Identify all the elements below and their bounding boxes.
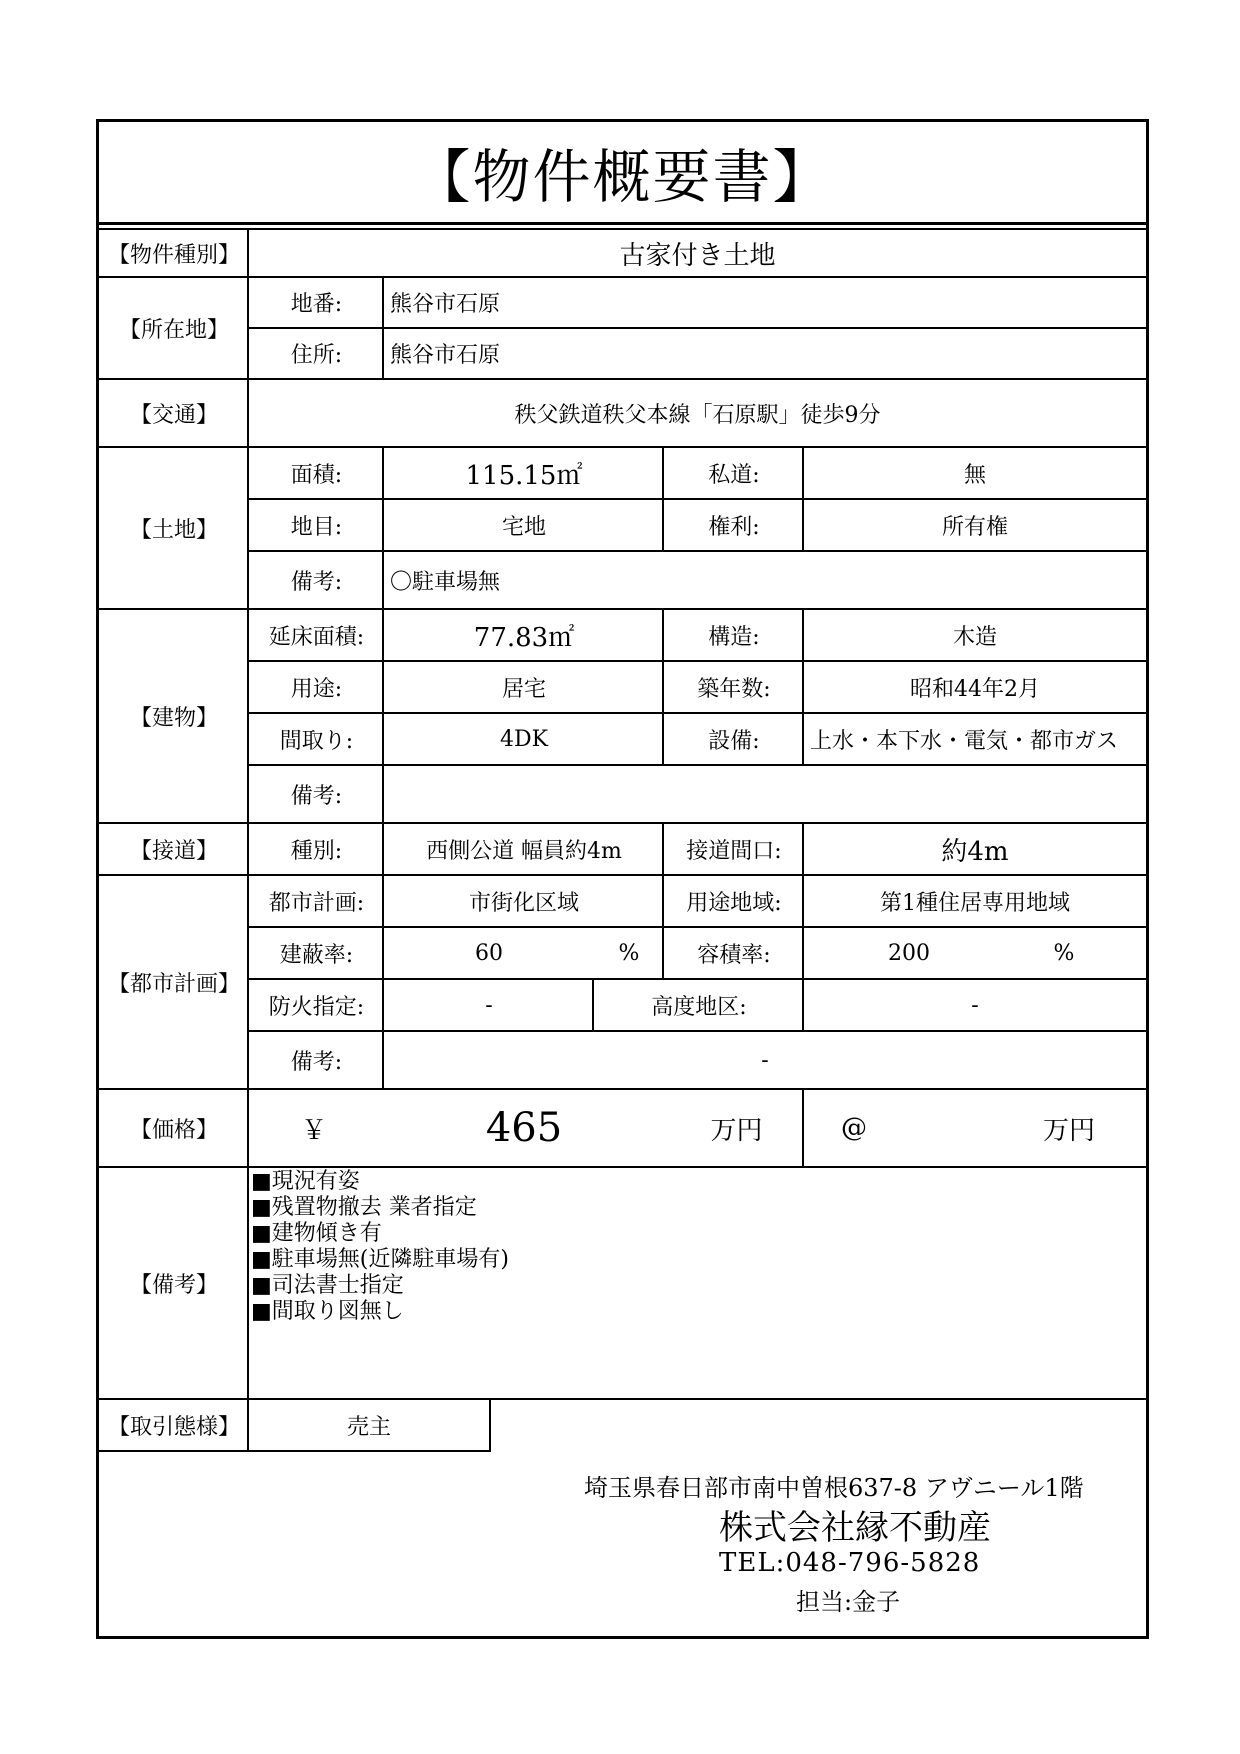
private-road-label: 私道: xyxy=(708,462,760,488)
private-road-value: 無 xyxy=(963,462,986,488)
city-planning-label: 【都市計画】 xyxy=(107,971,240,997)
column-divider xyxy=(802,610,804,766)
address-label: 住所: xyxy=(290,343,343,368)
price-value: 465 xyxy=(485,1105,563,1151)
column-divider xyxy=(382,278,384,378)
frontage-label: 接道間口: xyxy=(686,838,782,864)
price-unit: 万円 xyxy=(710,1115,763,1146)
height-district-label: 高度地区: xyxy=(651,994,747,1020)
lot-number-value: 熊谷市石原 xyxy=(390,292,501,317)
unit-price-at-symbol: @ xyxy=(841,1113,867,1143)
land-category-value: 宅地 xyxy=(501,514,546,540)
location-label: 【所在地】 xyxy=(118,317,229,343)
company-contact: 担当:金子 xyxy=(796,1588,901,1616)
remarks-item: ■残置物撤去 業者指定 xyxy=(251,1195,477,1220)
road-type-label: 種別: xyxy=(290,838,343,864)
built-year-label: 築年数: xyxy=(697,676,771,702)
company-tel: TEL:048-796-5828 xyxy=(719,1548,981,1578)
room-layout-label: 間取り: xyxy=(279,728,354,754)
yen-symbol: ￥ xyxy=(300,1115,327,1146)
building-remarks-label: 備考: xyxy=(290,783,343,809)
facilities-label: 設備: xyxy=(708,728,760,754)
planning-remarks-label: 備考: xyxy=(290,1049,343,1075)
column-divider xyxy=(382,448,384,1088)
land-label: 【土地】 xyxy=(129,517,218,543)
remarks-list xyxy=(251,1169,509,1325)
fire-zone-label: 防火指定: xyxy=(268,994,365,1020)
title-divider xyxy=(99,222,1146,225)
building-remarks-value xyxy=(384,766,1146,822)
remarks-label: 【備考】 xyxy=(129,1272,218,1298)
remarks-item: ■間取り図無し xyxy=(251,1299,404,1324)
room-layout-value: 4DK xyxy=(499,726,549,752)
column-divider xyxy=(592,980,594,1032)
column-divider xyxy=(802,448,804,552)
remarks-item: ■建物傾き有 xyxy=(251,1221,382,1246)
floor-area-ratio-value: 200 xyxy=(888,940,930,966)
land-area-value: 115.15㎡ xyxy=(465,460,583,491)
remarks-item: ■司法書士指定 xyxy=(251,1273,404,1298)
floor-area-ratio-label: 容積率: xyxy=(697,942,771,968)
built-year-value: 昭和44年2月 xyxy=(910,676,1040,702)
land-category-label: 地目: xyxy=(290,514,343,540)
road-label: 【接道】 xyxy=(129,838,218,864)
road-type-value: 西側公道 幅員約4m xyxy=(426,838,622,864)
planning-remarks-value: - xyxy=(761,1047,769,1073)
structure-label: 構造: xyxy=(708,624,760,650)
remarks-item: ■駐車場無(近隣駐車場有) xyxy=(251,1247,509,1272)
property-type-label: 【物件種別】 xyxy=(107,242,240,268)
column-divider xyxy=(662,448,664,552)
company-address: 埼玉県春日部市南中曽根637-8 アヴニール1階 xyxy=(584,1474,1084,1502)
label-column-divider xyxy=(247,230,249,1450)
column-divider xyxy=(489,1400,491,1452)
column-divider xyxy=(802,1090,804,1168)
floor-area-value: 77.83㎡ xyxy=(473,622,575,653)
transaction-label: 【取引態様】 xyxy=(107,1414,240,1440)
floor-area-label: 延床面積: xyxy=(268,624,365,650)
structure-value: 木造 xyxy=(952,624,997,650)
remarks-item: ■現況有姿 xyxy=(251,1169,360,1194)
plan-area-value: 市街化区域 xyxy=(468,890,579,916)
transport-value: 秩父鉄道秩父本線「石原駅」徒歩9分 xyxy=(514,402,881,428)
building-use-value: 居宅 xyxy=(501,676,546,702)
address-value: 熊谷市石原 xyxy=(390,343,501,368)
company-name: 株式会社縁不動産 xyxy=(719,1508,991,1548)
use-zone-value: 第1種住居専用地域 xyxy=(880,890,1070,916)
page-title: 【物件概要書】 xyxy=(412,143,833,211)
column-divider xyxy=(802,824,804,1032)
lot-number-label: 地番: xyxy=(290,292,343,317)
facilities-value: 上水・本下水・電気・都市ガス xyxy=(810,728,1119,754)
coverage-value: 60 xyxy=(475,940,503,966)
transaction-value: 売主 xyxy=(346,1414,391,1440)
land-area-label: 面積: xyxy=(290,462,343,488)
land-remarks-value: 〇駐車場無 xyxy=(390,569,501,595)
column-divider xyxy=(662,824,664,980)
fire-zone-value: - xyxy=(485,992,493,1018)
rights-value: 所有権 xyxy=(941,514,1008,540)
property-summary-sheet xyxy=(96,119,1149,1639)
coverage-label: 建蔽率: xyxy=(279,942,354,968)
price-label: 【価格】 xyxy=(129,1117,218,1143)
building-label: 【建物】 xyxy=(129,705,218,731)
row-divider xyxy=(99,1166,1146,1168)
frontage-value: 約4m xyxy=(941,836,1009,867)
building-use-label: 用途: xyxy=(290,676,343,702)
coverage-unit: % xyxy=(618,940,640,966)
column-divider xyxy=(662,610,664,766)
row-divider xyxy=(99,1450,491,1452)
land-remarks-label: 備考: xyxy=(290,569,343,595)
unit-price-unit: 万円 xyxy=(1042,1115,1095,1146)
use-zone-label: 用途地域: xyxy=(686,890,782,916)
height-district-value: - xyxy=(971,992,979,1018)
floor-area-ratio-unit: % xyxy=(1053,940,1075,966)
property-type-value: 古家付き土地 xyxy=(619,240,776,271)
rights-label: 権利: xyxy=(708,514,760,540)
transport-label: 【交通】 xyxy=(129,402,218,428)
plan-area-label: 都市計画: xyxy=(268,890,365,916)
